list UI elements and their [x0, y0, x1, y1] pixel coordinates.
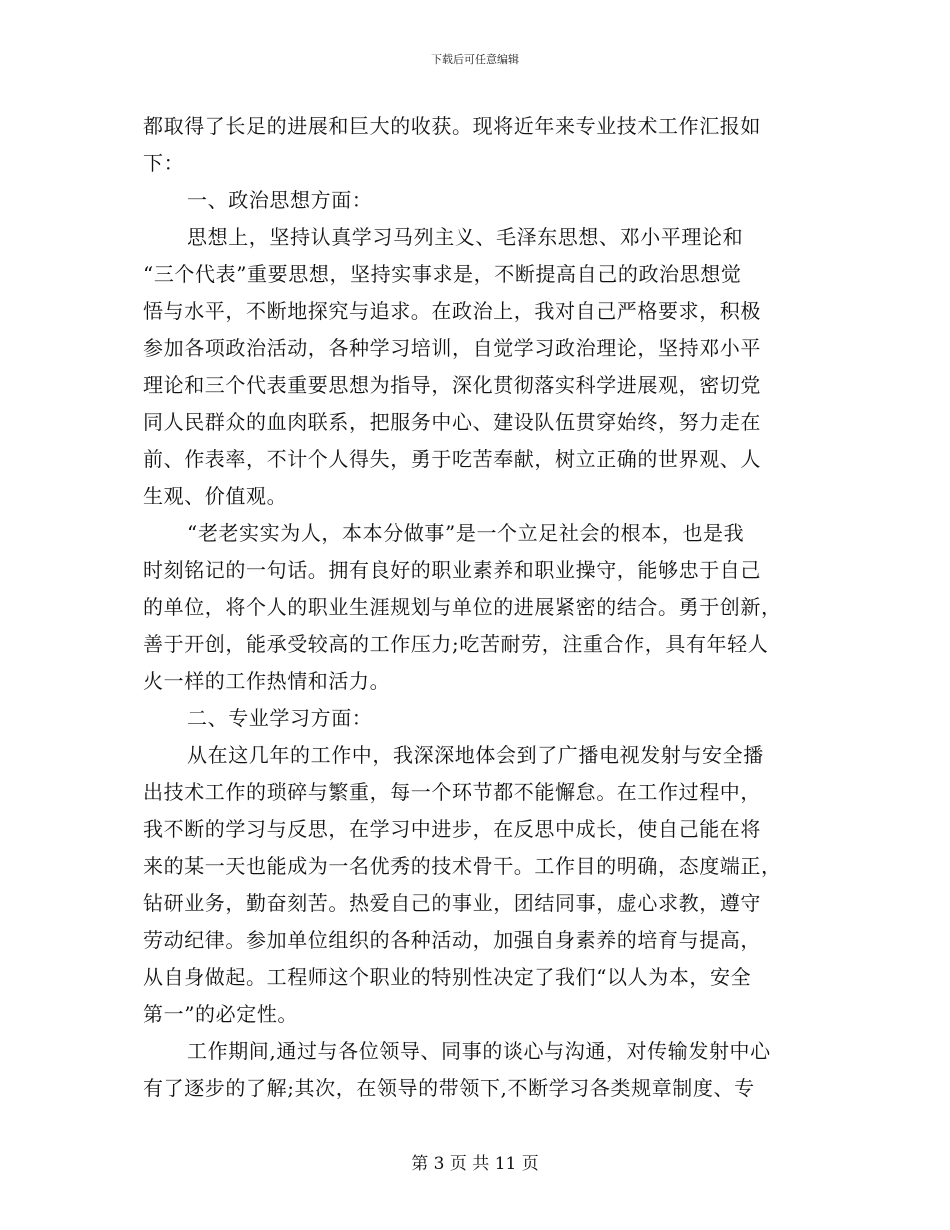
text-line: 前、作表率，不计个人得失，勇于吃苦奉献，树立正确的世界观、人	[143, 447, 761, 471]
page-header: 下载后可任意编辑	[431, 53, 519, 66]
section-heading-politics: 一、政治思想方面：	[187, 188, 373, 212]
text-line: 第一”的必定性。	[143, 1002, 299, 1026]
text-line: 参加各项政治活动，各种学习培训，自觉学习政治理论，坚持邓小平	[143, 336, 761, 360]
text-line: 来的某一天也能成为一名优秀的技术骨干。工作目的明确，态度端正，	[143, 854, 782, 878]
text-line: 劳动纪律。参加单位组织的各种活动，加强自身素养的培育与提高，	[143, 928, 761, 952]
text-line: 生观、价值观。	[143, 484, 288, 508]
text-line: 悟与水平，不断地探究与追求。在政治上，我对自己严格要求，积极	[143, 299, 761, 323]
text-line: 火一样的工作热情和活力。	[143, 669, 391, 693]
text-line: 从自身做起。工程师这个职业的特别性决定了我们“以人为本，安全	[143, 965, 752, 989]
text-line: 思想上，坚持认真学习马列主义、毛泽东思想、邓小平理论和	[187, 225, 744, 249]
text-line: 从在这几年的工作中，我深深地体会到了广播电视发射与安全播	[187, 743, 764, 767]
section-heading-study: 二、专业学习方面：	[187, 706, 373, 730]
text-line: 善于开创，能承受较高的工作压力;吃苦耐劳，注重合作，具有年轻人	[143, 632, 769, 656]
document-body	[143, 108, 803, 1107]
text-line: 下：	[143, 151, 185, 175]
text-line: 我不断的学习与反思，在学习中进步，在反思中成长，使自己能在将	[143, 817, 761, 841]
text-line: 时刻铭记的一句话。拥有良好的职业素养和职业操守，能够忠于自己	[143, 558, 761, 582]
text-line: “三个代表”重要思想，坚持实事求是，不断提高自己的政治思想觉	[143, 262, 742, 286]
text-line: 工作期间,通过与各位领导、同事的谈心与沟通，对传输发射中心	[187, 1039, 771, 1063]
text-line: 出技术工作的琐碎与繁重，每一个环节都不能懈怠。在工作过程中，	[143, 780, 761, 804]
text-line: 的单位，将个人的职业生涯规划与单位的进展紧密的结合。勇于创新，	[143, 595, 782, 619]
text-line: “老老实实为人，本本分做事”是一个立足社会的根本，也是我	[187, 521, 745, 545]
text-line: 理论和三个代表重要思想为指导，深化贯彻落实科学进展观，密切党	[143, 373, 761, 397]
text-line: 有了逐步的了解;其次，在领导的带领下,不断学习各类规章制度、专	[143, 1076, 755, 1100]
text-line: 同人民群众的血肉联系，把服务中心、建设队伍贯穿始终，努力走在	[143, 410, 761, 434]
text-line: 钻研业务，勤奋刻苦。热爱自己的事业，团结同事，虚心求教，遵守	[143, 891, 761, 915]
text-line: 都取得了长足的进展和巨大的收获。现将近年来专业技术工作汇报如	[143, 114, 761, 138]
page-number-footer: 第 3 页 共 11 页	[411, 1154, 539, 1174]
